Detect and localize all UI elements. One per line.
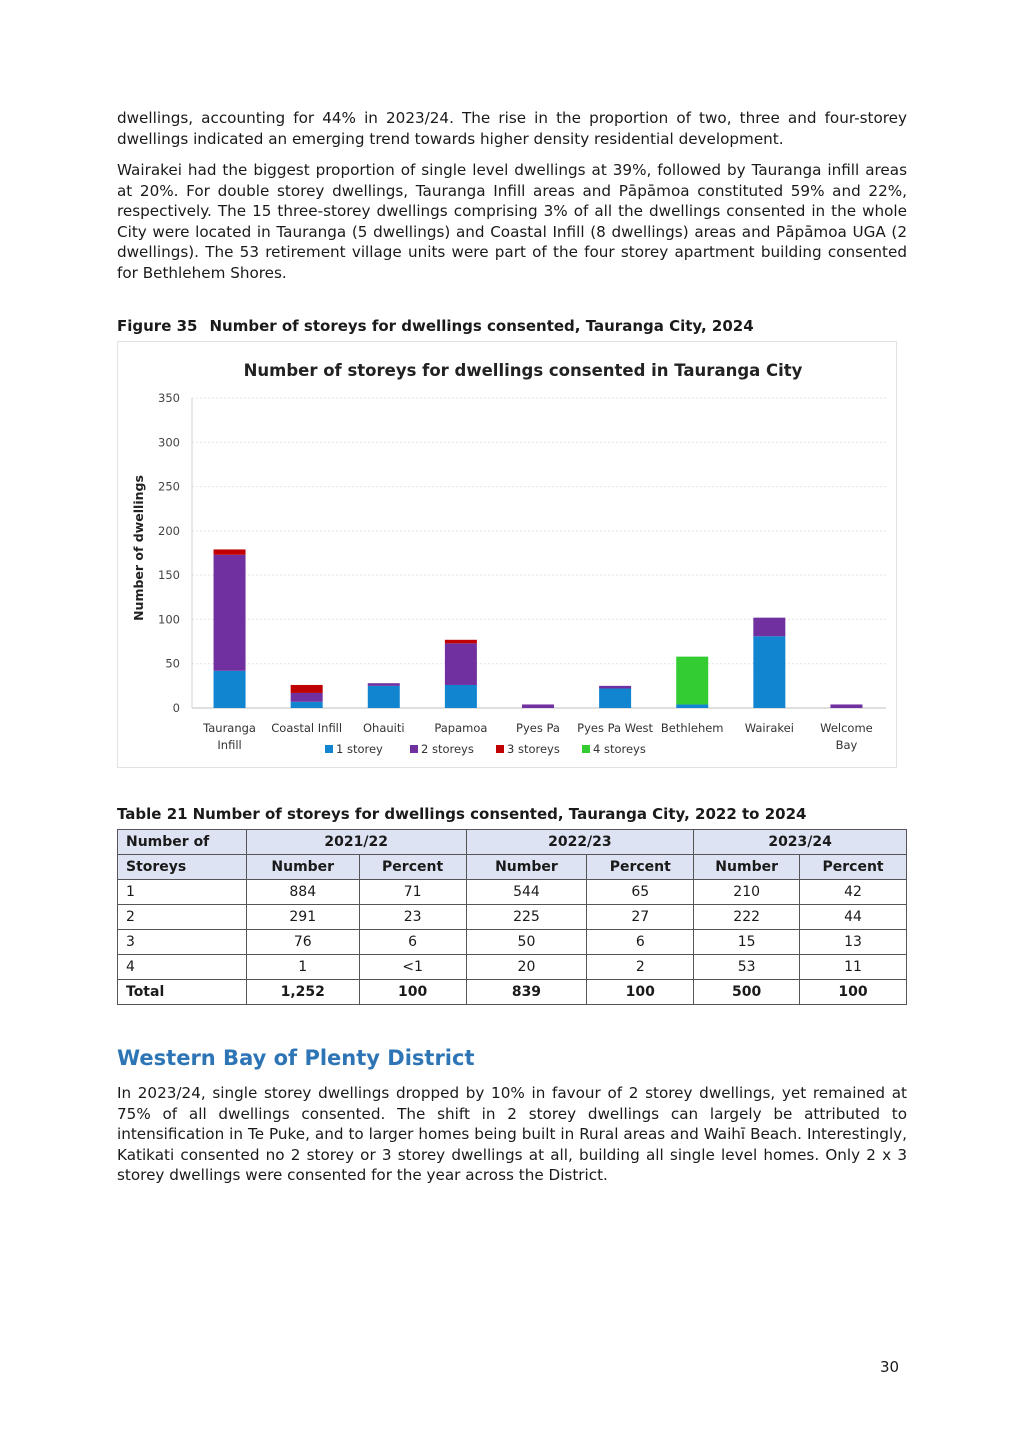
x-tick-label: Wairakei [744, 721, 794, 735]
legend-label: 2 storeys [421, 742, 474, 756]
bar-segment [753, 618, 785, 637]
year-header: 2023/24 [694, 830, 907, 855]
table-cell: 42 [800, 880, 907, 905]
table-row [118, 930, 907, 955]
table-cell: 65 [587, 880, 694, 905]
legend-swatch [325, 745, 333, 753]
bar-segment [599, 686, 631, 689]
y-tick-label: 0 [172, 701, 180, 715]
legend-label: 4 storeys [593, 742, 646, 756]
legend-swatch [582, 745, 590, 753]
table-cell: 2 [587, 955, 694, 980]
table-cell: 6 [359, 930, 466, 955]
table-row [118, 880, 907, 905]
bar-segment [368, 683, 400, 686]
table-cell: 11 [800, 955, 907, 980]
bar-segment [676, 704, 708, 708]
table-cell: 225 [466, 905, 587, 930]
table-cell: 100 [800, 980, 907, 1005]
x-tick-label: Ohauiti [362, 721, 405, 735]
figure-number: Figure 35 [117, 317, 198, 335]
table-caption [117, 805, 806, 823]
table-cell: 222 [694, 905, 800, 930]
percent-header: Percent [587, 855, 694, 880]
x-tick-label: Papamoa [434, 721, 488, 735]
page-number: 30 [880, 1358, 900, 1376]
bar-segment [445, 640, 477, 644]
table-cell: 884 [246, 880, 359, 905]
table-cell: 23 [359, 905, 466, 930]
table-cell: 2 [118, 905, 247, 930]
table-cell: 100 [587, 980, 694, 1005]
y-tick-label: 50 [165, 656, 180, 671]
bar-segment [368, 686, 400, 708]
y-tick-label: 250 [158, 479, 180, 494]
number-header: Number [246, 855, 359, 880]
y-axis-label: Number of dwellings [131, 475, 146, 621]
table-cell: 13 [800, 930, 907, 955]
intro-paragraph: dwellings, accounting for 44% in 2023/24. The rise in the proportion of two, three and four-storey dwellings indicated an emerging trend towards higher density residential development. [117, 109, 907, 148]
table-title: Number of storeys for dwellings consented, Tauranga City, 2022 to 2024 [192, 805, 807, 823]
bar-segment [830, 704, 862, 708]
table-cell: 100 [359, 980, 466, 1005]
wairakei-paragraph: Wairakei had the biggest proportion of single level dwellings at 39%, followed by Tauranga infill areas at 20%. For double storey dwellings, Tauranga Infill areas and Pāpāmoa constituted 59% and 22%, respectively. The 15 three-storey dwellings comprising 3% of all the dwellings consented in the whole City were located in Tauranga (5 dwellings) and Coastal Infill (8 dwellings) areas and Pāpāmoa UGA (2 dwellings). The 53 retirement village units were part of the four storey apartment building consented for Bethlehem Shores. [117, 161, 907, 282]
legend-label: 3 storeys [507, 742, 560, 756]
bar-segment [676, 657, 708, 705]
x-tick-label: Pyes Pa [516, 721, 560, 735]
table-cell: 71 [359, 880, 466, 905]
bar-segment [522, 704, 554, 708]
table-cell: 1 [118, 880, 247, 905]
table-cell: <1 [359, 955, 466, 980]
table-cell: 53 [694, 955, 800, 980]
stacked-bar-chart [117, 341, 897, 768]
table-cell: 210 [694, 880, 800, 905]
table-cell: 4 [118, 955, 247, 980]
table-subheader-row [118, 855, 907, 880]
number-header: Number [466, 855, 587, 880]
bar-segment [291, 685, 323, 693]
legend-swatch [496, 745, 504, 753]
x-tick-label: Infill [217, 738, 242, 752]
x-tick-label: Bay [835, 738, 858, 752]
bar-segment [214, 671, 246, 708]
bar-segment [214, 549, 246, 554]
table-cell: 20 [466, 955, 587, 980]
x-tick-label: Welcome [820, 721, 873, 735]
table-cell: Total [118, 980, 247, 1005]
y-tick-label: 300 [158, 435, 180, 450]
bar-segment [599, 689, 631, 708]
table-cell: 1 [246, 955, 359, 980]
figure-title: Number of storeys for dwellings consented, Tauranga City, 2024 [209, 317, 754, 335]
table-cell: 15 [694, 930, 800, 955]
percent-header: Percent [359, 855, 466, 880]
year-header: 2022/23 [466, 830, 694, 855]
bar-segment [445, 643, 477, 685]
x-tick-label: Tauranga [203, 721, 256, 735]
table-row [118, 955, 907, 980]
legend-label: 1 storey [336, 742, 383, 756]
bar-segment [291, 693, 323, 702]
y-tick-label: 150 [158, 568, 180, 583]
bar-segment [214, 555, 246, 671]
table-row [118, 905, 907, 930]
storeys-table [117, 829, 907, 1005]
table-cell: 544 [466, 880, 587, 905]
chart-title: Number of storeys for dwellings consented in Tauranga City [243, 361, 803, 380]
bar-segment [445, 685, 477, 708]
number-header: Number [694, 855, 800, 880]
x-tick-label: Coastal Infill [271, 721, 343, 735]
table-cell: 500 [694, 980, 800, 1005]
table-cell: 27 [587, 905, 694, 930]
table-header-row [118, 830, 907, 855]
x-tick-label: Pyes Pa West [577, 721, 654, 735]
figure-caption [117, 317, 754, 335]
western-bay-paragraph: In 2023/24, single storey dwellings dropped by 10% in favour of 2 storey dwellings, yet remained at 75% of all dwellings consented. The shift in 2 storey dwellings can largely be attributed to intensification in Te Puke, and to larger homes being built in Rural areas and Waihī Beach. Interestingly, Katikati consented no 2 storey or 3 storey dwellings at all, building all single level homes. Only 2 x 3 storey dwellings were consented for the year across the District. [117, 1084, 907, 1185]
table-cell: 6 [587, 930, 694, 955]
row-header-label: Number of [118, 830, 247, 855]
table-cell: 1,252 [246, 980, 359, 1005]
bar-segment [291, 702, 323, 708]
table-cell: 50 [466, 930, 587, 955]
table-cell: 839 [466, 980, 587, 1005]
year-header: 2021/22 [246, 830, 466, 855]
row-header-label: Storeys [118, 855, 247, 880]
legend-swatch [410, 745, 418, 753]
x-tick-label: Bethlehem [660, 721, 724, 735]
bar-segment [753, 636, 785, 708]
y-tick-label: 200 [158, 523, 180, 538]
table-cell: 76 [246, 930, 359, 955]
section-heading: Western Bay of Plenty District [117, 1046, 475, 1070]
y-tick-label: 350 [158, 391, 180, 405]
table-cell: 3 [118, 930, 247, 955]
table-number: Table 21 [117, 805, 188, 823]
table-cell: 44 [800, 905, 907, 930]
table-cell: 291 [246, 905, 359, 930]
y-tick-label: 100 [158, 612, 180, 627]
percent-header: Percent [800, 855, 907, 880]
chart-canvas [118, 342, 898, 769]
table-total-row [118, 980, 907, 1005]
